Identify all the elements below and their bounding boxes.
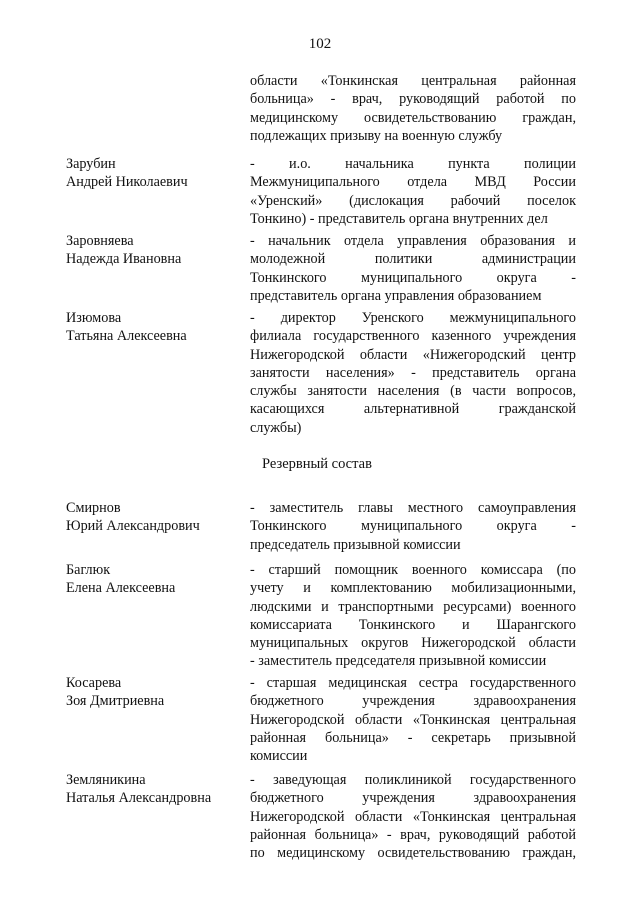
text-line: - старшая медицинская сестра государственного [250,675,576,691]
text-line: - начальник отдела управления образования и [250,233,576,249]
member-name [66,155,188,192]
text-line: Тонкинского муниципального округа - [250,518,576,535]
member-name [66,232,181,269]
text-line: молодежной политики администрации [250,251,576,268]
text-line: - заместитель председателя призывной комиссии [250,653,547,670]
text-line: комиссариата Тонкинского и Шарангского [250,616,576,633]
member-surname: Земляникина [66,772,146,788]
member-surname: Зарубин [66,156,116,172]
text-line: службы занятости населения (в части вопросов, [250,383,576,400]
text-line: Нижегородской области «Тонкинская центральная [250,711,576,728]
text-line: подлежащих призыву на военную службу [250,127,503,144]
member-name [66,771,211,808]
member-name [66,309,187,346]
page-number: 102 [308,36,332,52]
member-description [250,771,576,862]
text-line: районная больница» - секретарь призывной [250,729,576,746]
text-line: Тонкино) - представитель органа внутренних дел [250,210,548,227]
member-description [250,232,576,305]
text-line: по медицинскому освидетельствованию граждан, [250,845,576,862]
text-line: - заведующая поликлиникой государственного [250,772,576,788]
text-line: «Уренский» (дислокация рабочий поселок [250,192,576,209]
text-line: районная больница» - врач, руководящий работой [250,826,576,843]
member-name [66,674,164,711]
text-line: - директор Уренского межмуниципального [250,310,576,326]
text-line: представитель органа управления образованием [250,287,542,304]
member-description [250,499,576,554]
member-name [66,561,175,598]
text-line: больница» - врач, руководящий работой по [250,91,576,108]
text-line: Нижегородской области «Тонкинская центральная [250,808,576,825]
member-given-name: Наталья Александровна [66,790,212,807]
text-line: службы) [250,419,302,436]
text-line: - заместитель главы местного самоуправления [250,500,576,516]
member-description [250,155,576,228]
member-surname: Смирнов [66,500,121,516]
member-surname: Изюмова [66,310,122,326]
member-name [66,499,200,536]
text-line: занятости населения» - представитель органа [250,364,576,381]
section-title-reserve: Резервный состав [262,456,372,472]
text-line: бюджетного учреждения здравоохранения [250,790,576,807]
member-description [250,309,576,437]
text-line: медицинскому освидетельствованию граждан, [250,109,576,126]
member-given-name: Елена Алексеевна [66,580,176,597]
text-line: учету и комплектованию мобилизационными, [250,580,576,597]
text-line: Межмуниципального отдела МВД России [250,174,576,191]
member-surname: Баглюк [66,562,111,578]
member-surname: Косарева [66,675,122,691]
member-description [250,674,576,765]
text-line: комиссии [250,748,308,765]
text-line: председатель призывной комиссии [250,536,461,553]
text-line: касающихся альтернативной гражданской [250,401,576,418]
continuation-text [250,72,576,145]
text-line: бюджетного учреждения здравоохранения [250,693,576,710]
member-given-name: Татьяна Алексеевна [66,328,187,345]
text-line: филиала государственного казенного учреждения [250,328,576,345]
member-description [250,561,576,671]
member-given-name: Зоя Дмитриевна [66,693,165,710]
text-line: области «Тонкинская центральная районная [250,73,576,89]
member-given-name: Юрий Александрович [66,518,200,535]
member-surname: Заровняева [66,233,134,249]
member-given-name: Андрей Николаевич [66,174,188,191]
text-line: - старший помощник военного комиссара (по [250,562,576,578]
text-line: людскими и транспортными ресурсами) военного [250,598,576,615]
text-line: Тонкинского муниципального округа - [250,269,576,286]
member-given-name: Надежда Ивановна [66,251,182,268]
text-line: муниципальных округов Нижегородской области [250,635,576,652]
text-line: Нижегородской области «Нижегородский центр [250,346,576,363]
text-line: - и.о. начальника пункта полиции [250,156,576,172]
